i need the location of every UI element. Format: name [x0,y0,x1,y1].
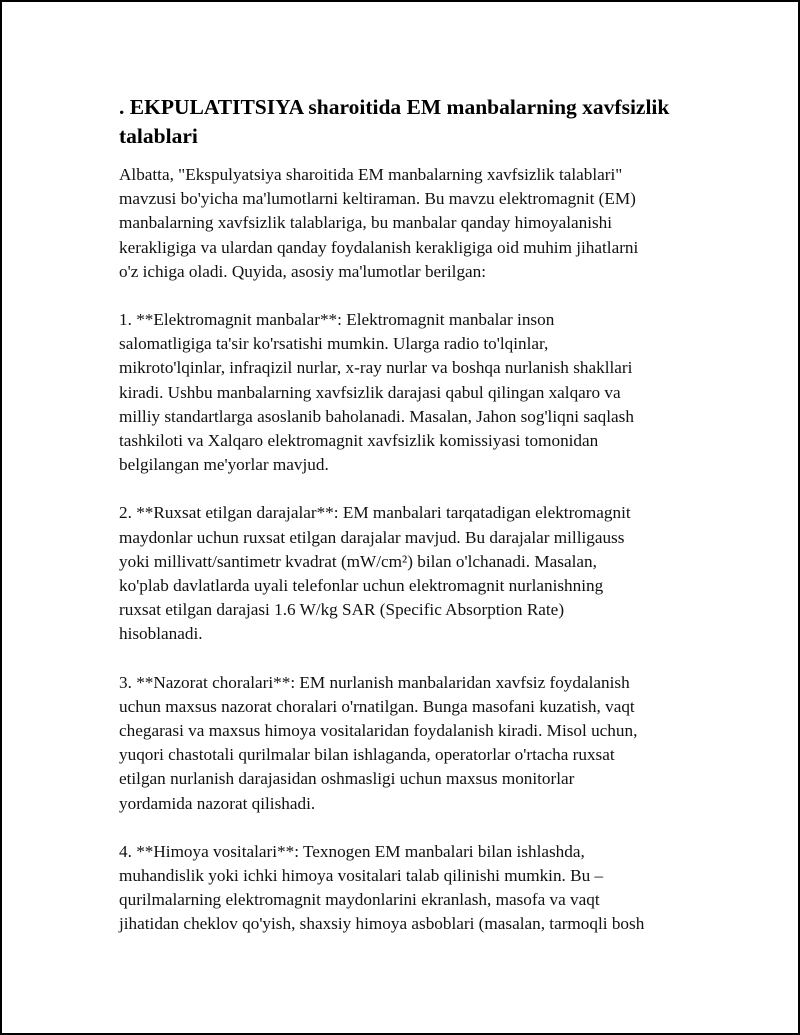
text-line: qurilmalarning elektromagnit maydonlarini ekranlash, masofa va vaqt [119,890,600,910]
text-line: manbalarning xavfsizlik talablariga, bu manbalar qanday himoyalanishi [119,213,613,233]
paragraph-electromagnetic-sources [119,308,694,477]
text-line: kiradi. Ushbu manbalarning xavfsizlik darajasi qabul qilingan xalqaro va [119,382,621,402]
text-line: Albatta, "Ekspulyatsiya sharoitida EM manbalarning xavfsizlik talablari" [119,165,623,184]
text-line: salomatligiga ta'sir ko'rsatishi mumkin. Ularga radio to'lqinlar, [119,334,549,354]
text-line: uchun maxsus nazorat choralari o'rnatilgan. Bunga masofani kuzatish, vaqt [119,696,635,716]
text-line: 3. **Nazorat choralari**: EM nurlanish manbalaridan xavfsiz foydalanish [119,672,630,692]
text-line: yordamida nazorat qilishadi. [119,793,316,813]
text-line: maydonlar uchun ruxsat etilgan darajalar mavjud. Bu darajalar milligauss [119,527,625,547]
text-line: 1. **Elektromagnit manbalar**: Elektromagnit manbalar inson [119,310,555,330]
text-line: tashkiloti va Xalqaro elektromagnit xavfsizlik komissiyasi tomonidan [119,431,599,451]
text-line: o'z ichiga oladi. Quyida, asosiy ma'lumotlar berilgan: [119,261,487,281]
text-line: hisoblanadi. [119,624,203,644]
text-line: kerakligiga va ulardan qanday foydalanish kerakligiga oid muhim jihatlarni [119,237,639,257]
text-line: milliy standartlarga asoslanib baholanadi. Masalan, Jahon sog'liqni saqlash [119,406,634,426]
text-line: mikroto'lqinlar, infraqizil nurlar, x-ray nurlar va boshqa nurlanish shakllari [119,358,633,378]
text-line: etilgan nurlanish darajasidan oshmasligi uchun maxsus monitorlar [119,769,575,789]
text-line: yuqori chastotali qurilmalar bilan ishlaganda, operatorlar o'rtacha ruxsat [119,745,615,765]
text-line: 4. **Himoya vositalari**: Texnogen EM manbalari bilan ishlashda, [119,841,585,861]
text-line: ko'plab davlatlarda uyali telefonlar uchun elektromagnit nurlanishning [119,576,604,596]
text-line: chegarasi va maxsus himoya vositalaridan foydalanish kiradi. Misol uchun, [119,721,638,741]
title-line: talablari [119,124,198,148]
text-line: ruxsat etilgan darajasi 1.6 W/kg SAR (Specific Absorption Rate) [119,600,565,620]
paragraph-protection-means [119,840,694,937]
title-line: . EKPULATITSIYA sharoitida EM manbalarning xavfsizlik [119,95,670,119]
document-title [119,93,694,151]
paragraph-control-measures [119,671,694,816]
text-line: muhandislik yoki ichki himoya vositalari talab qilinishi mumkin. Bu – [119,866,604,886]
text-line: jihatidan cheklov qo'yish, shaxsiy himoya asboblari (masalan, tarmoqli bosh [119,914,645,934]
text-line: mavzusi bo'yicha ma'lumotlarni keltiraman. Bu mavzu elektromagnit (EM) [119,189,636,209]
paragraph-intro [119,163,694,284]
text-line: belgilangan me'yorlar mavjud. [119,455,329,475]
paragraph-permitted-levels [119,501,694,646]
text-line: yoki millivatt/santimetr kvadrat (mW/cm²) bilan o'lchanadi. Masalan, [119,551,597,571]
text-line: 2. **Ruxsat etilgan darajalar**: EM manbalari tarqatadigan elektromagnit [119,503,631,523]
document-body [119,93,694,961]
